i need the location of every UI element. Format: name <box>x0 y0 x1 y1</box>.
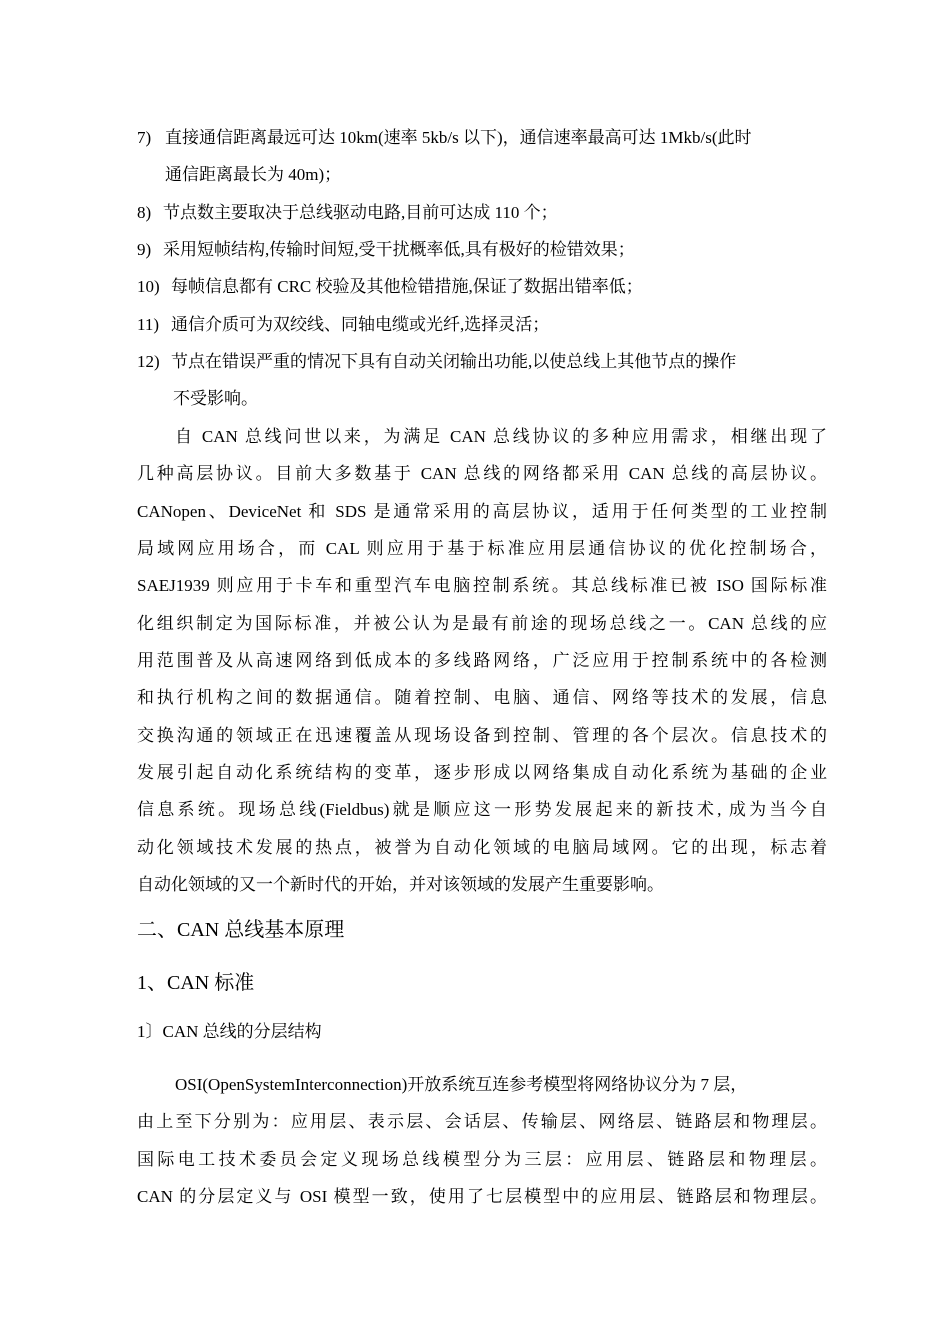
list-number: 8) <box>137 203 152 222</box>
paragraph-line: 动化领域技术发展的热点，被誉为自动化领域的电脑局域网。它的出现，标志着 <box>137 838 827 857</box>
list-number: 11) <box>137 315 160 334</box>
paragraph-line: SAEJ1939 则应用于卡车和重型汽车电脑控制系统。其总线标准已被 ISO 国际标准 <box>137 576 827 595</box>
paragraph-line: 国际电工技术委员会定义现场总线模型分为三层：应用层、链路层和物理层。 <box>137 1150 827 1169</box>
list-text: 节点在错误严重的情况下具有自动关闭输出功能,以使总线上其他节点的操作 <box>171 352 737 371</box>
list-text: 每帧信息都有 CRC 校验及其他检错措施,保证了数据出错率低； <box>171 277 643 296</box>
paragraph-line: 自动化领域的又一个新时代的开始，并对该领域的发展产生重要影响。 <box>137 875 664 894</box>
list-item <box>137 277 837 297</box>
list-item <box>137 352 837 372</box>
paragraph-line: CANopen、DeviceNet 和 SDS 是通常采用的高层协议，适用于任何类型的工业控制 <box>137 502 827 521</box>
list-text: 通信介质可为双绞线、同轴电缆或光纤,选择灵活； <box>171 315 550 334</box>
paragraph-line: 交换沟通的领域正在迅速覆盖从现场设备到控制、管理的各个层次。信息技术的 <box>137 726 827 745</box>
list-number: 10) <box>137 277 160 296</box>
paragraph-line: 局域网应用场合，而 CAL 则应用于基于标准应用层通信协议的优化控制场合， <box>137 539 827 558</box>
list-item <box>137 240 837 260</box>
paragraph-line: 用范围普及从高速网络到低成本的多线路网络，广泛应用于控制系统中的各检测 <box>137 651 827 670</box>
list-text: 通信距离最长为 40m)； <box>165 165 342 184</box>
list-text: 直接通信距离最远可达 10km(速率 5kb/s 以下)，通信速率最高可达 1Mkb/s(此时 <box>165 128 752 147</box>
list-text: 采用短帧结构,传输时间短,受干扰概率低,具有极好的检错效果； <box>163 240 635 259</box>
list-number: 7) <box>137 128 152 147</box>
list-number: 12) <box>137 352 160 371</box>
list-text: 节点数主要取决于总线驱动电路,目前可达成 110 个； <box>163 203 558 222</box>
paragraph-line: 自 CAN 总线问世以来，为满足 CAN 总线协议的多种应用需求，相继出现了 <box>175 427 827 446</box>
paragraph-line: 由上至下分别为：应用层、表示层、会话层、传输层、网络层、链路层和物理层。 <box>137 1112 827 1131</box>
paragraph-line: 信息系统。现场总线(Fieldbus)就是顺应这一形势发展起来的新技术, 成为当今自 <box>137 800 827 819</box>
list-item <box>137 128 837 148</box>
list-item <box>137 315 837 335</box>
paragraph-line: OSI(OpenSystemInterconnection)开放系统互连参考模型将网络协议分为 7 层， <box>175 1075 748 1094</box>
list-item <box>137 203 837 223</box>
section-heading: 二、CAN 总线基本原理 <box>137 919 345 941</box>
list-item-continuation <box>137 165 837 185</box>
list-item-continuation <box>137 389 837 409</box>
paragraph-line: 和执行机构之间的数据通信。随着控制、电脑、通信、网络等技术的发展，信息 <box>137 688 827 707</box>
list-text: 不受影响。 <box>173 389 258 408</box>
subsection-heading: 1、CAN 标准 <box>137 972 255 994</box>
paragraph-line: CAN 的分层定义与 OSI 模型一致，使用了七层模型中的应用层、链路层和物理层。 <box>137 1187 827 1206</box>
paragraph-line: 几种高层协议。目前大多数基于 CAN 总线的网络都采用 CAN 总线的高层协议。 <box>137 464 827 483</box>
sub-subsection-heading: 1〕CAN 总线的分层结构 <box>137 1022 322 1041</box>
paragraph-line: 发展引起自动化系统结构的变革，逐步形成以网络集成自动化系统为基础的企业 <box>137 763 827 782</box>
list-number: 9) <box>137 240 152 259</box>
paragraph-line: 化组织制定为国际标准，并被公认为是最有前途的现场总线之一。CAN 总线的应 <box>137 614 827 633</box>
